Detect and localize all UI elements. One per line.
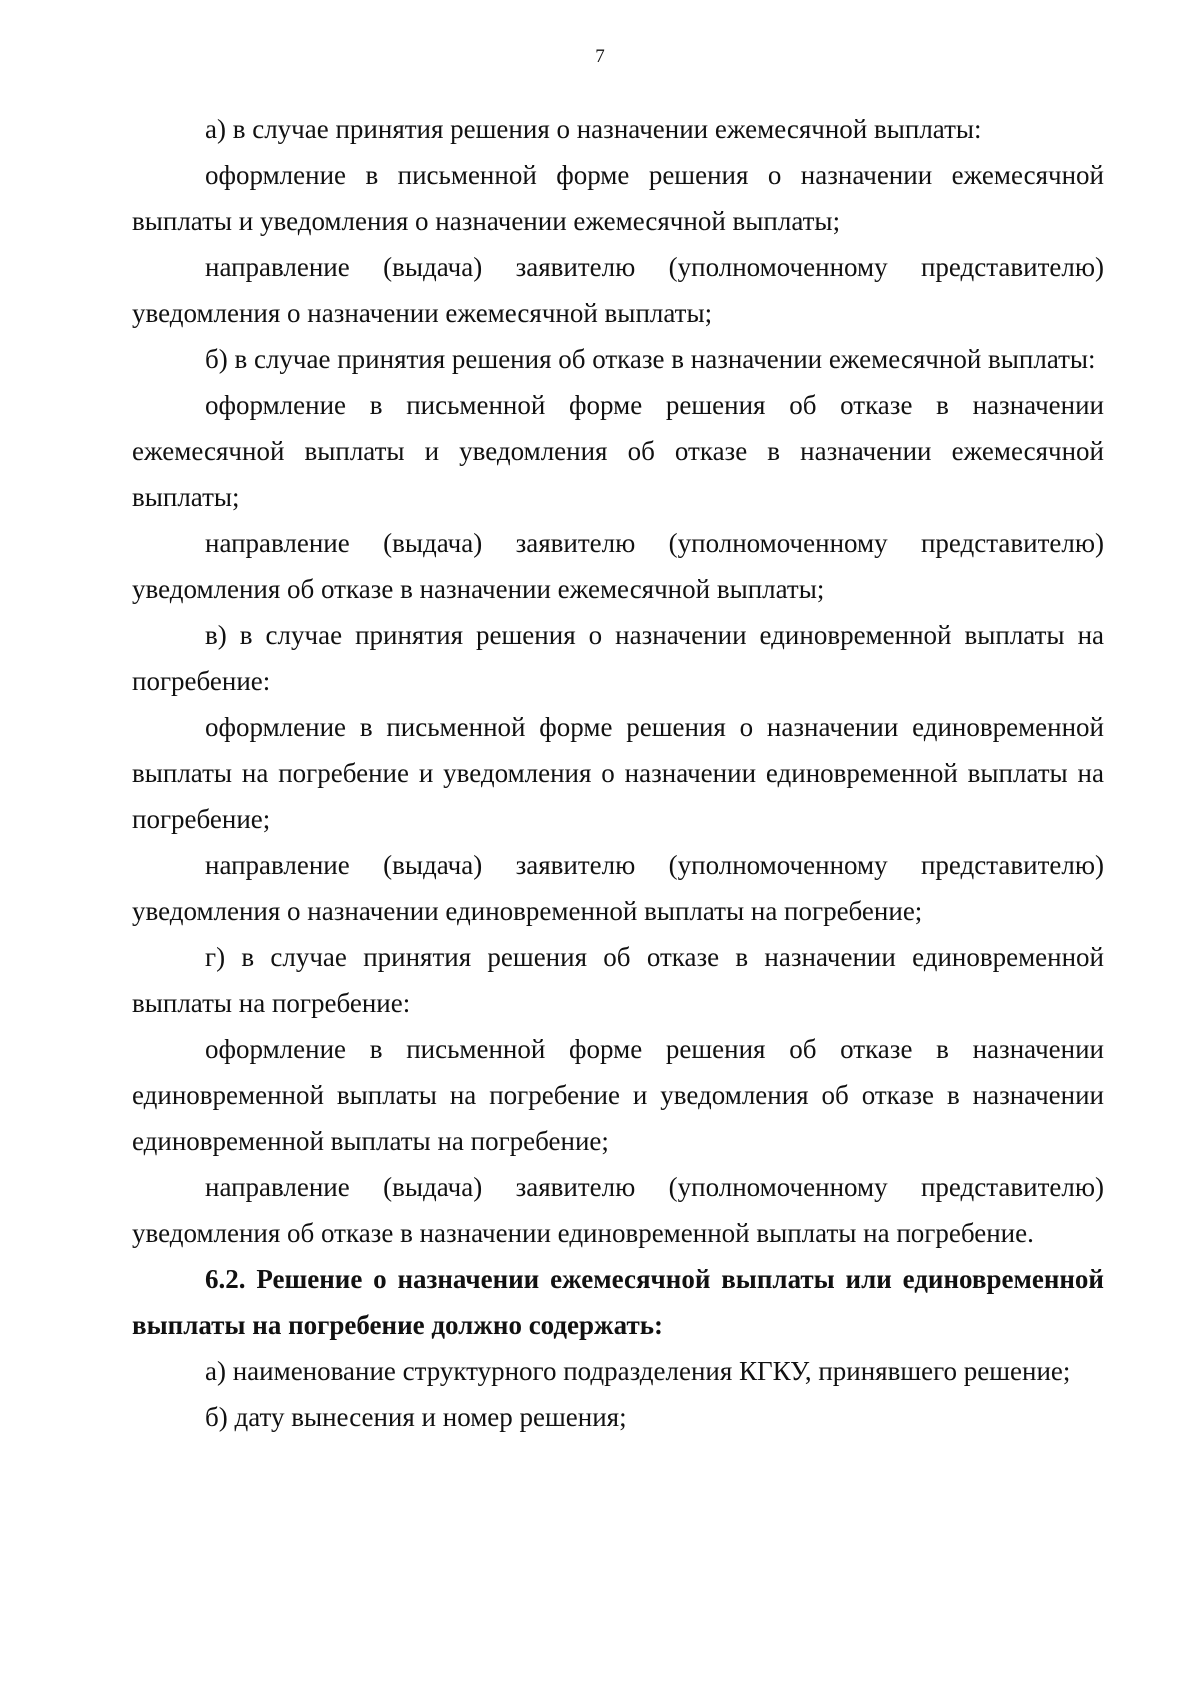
paragraph: в) в случае принятия решения о назначении единовременной выплаты на погребение: xyxy=(132,620,1104,696)
paragraph: а) наименование структурного подразделения КГКУ, принявшего решение; xyxy=(205,1356,1071,1386)
paragraph: направление (выдача) заявителю (уполномоченному представителю) уведомления о назначении ежемесячной выплаты; xyxy=(132,252,1104,328)
paragraph: б) в случае принятия решения об отказе в назначении ежемесячной выплаты: xyxy=(205,344,1096,374)
section-heading: 6.2. Решение о назначении ежемесячной выплаты или единовременной выплаты на погребение должно содержать: xyxy=(132,1264,1104,1340)
paragraph: г) в случае принятия решения об отказе в назначении единовременной выплаты на погребение: xyxy=(132,942,1104,1018)
paragraph: направление (выдача) заявителю (уполномоченному представителю) уведомления о назначении единовременной выплаты на погребение; xyxy=(132,850,1104,926)
paragraph: направление (выдача) заявителю (уполномоченному представителю) уведомления об отказе в назначении ежемесячной выплаты; xyxy=(132,528,1104,604)
paragraph: оформление в письменной форме решения об отказе в назначении ежемесячной выплаты и уведомления об отказе в назначении ежемесячной выплаты; xyxy=(132,390,1104,512)
paragraph: а) в случае принятия решения о назначении ежемесячной выплаты: xyxy=(205,114,982,144)
page-number: 7 xyxy=(595,46,605,67)
paragraph: б) дату вынесения и номер решения; xyxy=(205,1402,627,1432)
paragraph: оформление в письменной форме решения о назначении единовременной выплаты на погребение и уведомления о назначении единовременной выплаты на погребение; xyxy=(132,712,1104,834)
paragraph: оформление в письменной форме решения об отказе в назначении единовременной выплаты на погребение и уведомления об отказе в назначении единовременной выплаты на погребение; xyxy=(132,1034,1104,1156)
paragraph: направление (выдача) заявителю (уполномоченному представителю) уведомления об отказе в назначении единовременной выплаты на погребение. xyxy=(132,1172,1104,1248)
paragraph: оформление в письменной форме решения о назначении ежемесячной выплаты и уведомления о назначении ежемесячной выплаты; xyxy=(132,160,1104,236)
document-body xyxy=(132,106,1104,1440)
